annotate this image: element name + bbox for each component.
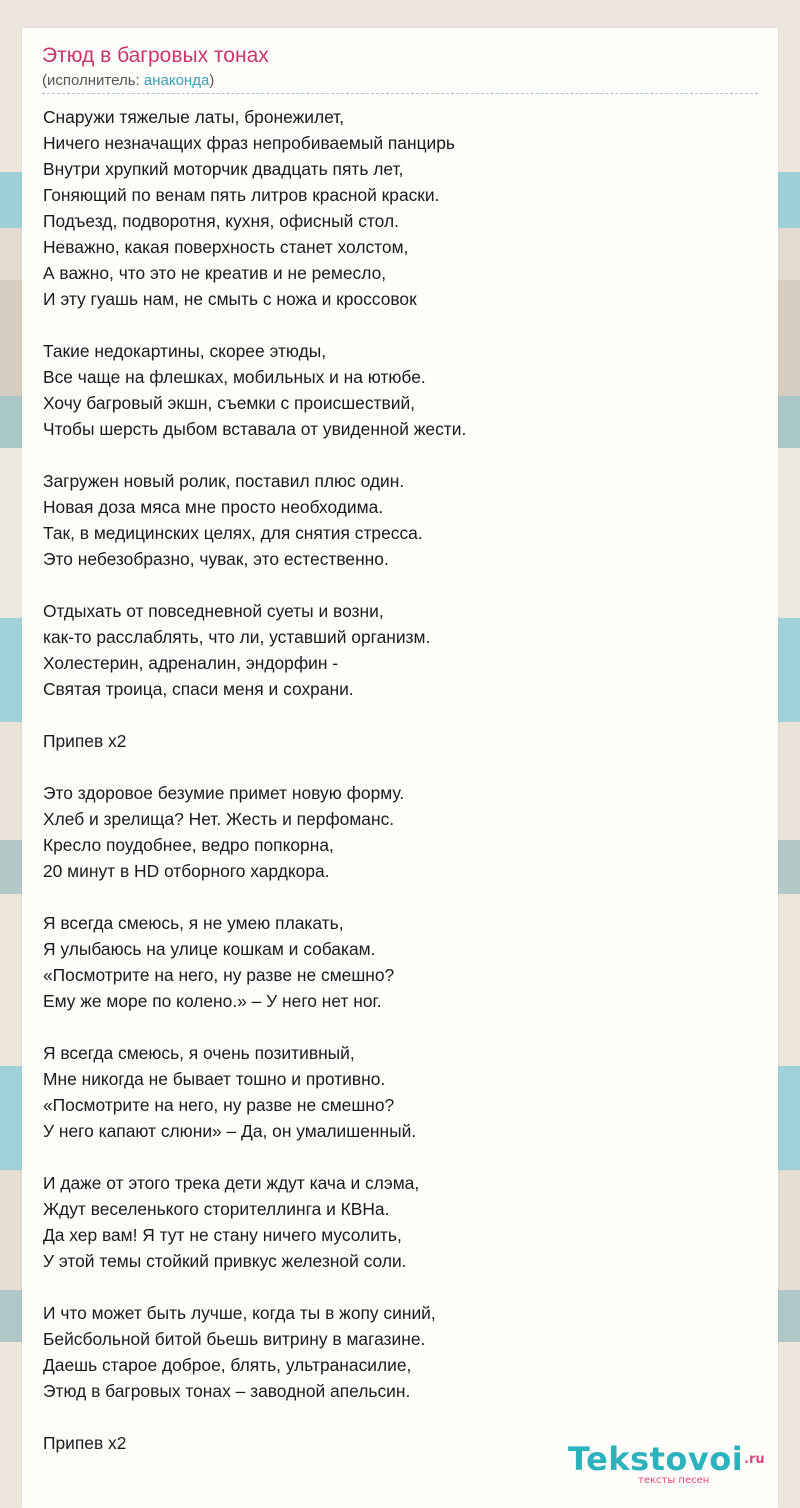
lyrics-line: И даже от этого трека дети ждут кача и слэма, [43,1173,420,1193]
lyrics-line: У этой темы стойкий привкус железной соли. [43,1251,407,1271]
lyrics-stanza [43,1170,763,1274]
lyrics-line: Припев x2 [43,1433,127,1453]
artist-line [42,72,214,89]
logo-name: Tekstovoi [568,1440,744,1478]
artist-prefix: (исполнитель: [42,72,144,89]
lyrics-stanza [43,910,763,1014]
lyrics-stanza [43,338,763,442]
lyrics-line: Кресло поудобнее, ведро попкорна, [43,835,334,855]
lyrics-line: Это здоровое безумие примет новую форму. [43,783,405,803]
lyrics-line: Хочу багровый экшн, съемки с происшествий, [43,393,416,413]
lyrics-line: Гоняющий по венам пять литров красной краски. [43,185,440,205]
lyrics-stanza [43,1040,763,1144]
lyrics-stanza [43,1300,763,1404]
lyrics-line: Мне никогда не бывает тошно и противно. [43,1069,386,1089]
lyrics-stanza [43,598,763,702]
lyrics-line: Хлеб и зрелища? Нет. Жесть и перфоманс. [43,809,395,829]
lyrics-line: Так, в медицинских целях, для снятия стресса. [43,523,423,543]
title-divider [42,93,758,94]
lyrics-line: Этюд в багровых тонах – заводной апельсин. [43,1381,411,1401]
lyrics-line: Новая доза мяса мне просто необходима. [43,497,384,517]
lyrics-line: Это небезобразно, чувак, это естественно. [43,549,389,569]
lyrics-stanza [43,104,763,312]
lyrics-line: Ему же море по колено.» – У него нет ног. [43,991,382,1011]
logo-domain: .ru [744,1452,765,1467]
lyrics-line: Загружен новый ролик, поставил плюс один. [43,471,405,491]
lyrics-line: Отдыхать от повседневной суеты и возни, [43,601,384,621]
lyrics-line: Неважно, какая поверхность станет холстом, [43,237,409,257]
lyrics-line: У него капают слюни» – Да, он умалишенный. [43,1121,417,1141]
lyrics-line: Все чаще на флешках, мобильных и на ютюбе. [43,367,426,387]
lyrics-line: Припев x2 [43,731,127,751]
lyrics-line: Я улыбаюсь на улице кошкам и собакам. [43,939,376,959]
lyrics-line: Снаружи тяжелые латы, бронежилет, [43,107,345,127]
lyrics-line: как-то расслаблять, что ли, уставший организм. [43,627,431,647]
lyrics-line: «Посмотрите на него, ну разве не смешно? [43,1095,395,1115]
lyrics-line: Холестерин, адреналин, эндорфин - [43,653,339,673]
lyrics-line: 20 минут в HD отборного хардкора. [43,861,330,881]
lyrics-line: Ничего незначащих фраз непробиваемый панцирь [43,133,455,153]
logo-tagline: тексты песен [638,1475,710,1486]
tekstovoi-logo[interactable] [568,1440,780,1490]
lyrics-line: И эту гуашь нам, не смыть с ножа и кроссовок [43,289,417,309]
lyrics-line: «Посмотрите на него, ну разве не смешно? [43,965,395,985]
lyrics-line: Бейсбольной битой бьешь витрину в магазине. [43,1329,426,1349]
lyrics-line: И что может быть лучше, когда ты в жопу синий, [43,1303,436,1323]
lyrics-text [43,104,763,1482]
lyrics-line: Такие недокартины, скорее этюды, [43,341,327,361]
lyrics-line: Да хер вам! Я тут не стану ничего мусолить, [43,1225,402,1245]
song-title: Этюд в багровых тонах [42,44,269,67]
lyrics-line: Ждут веселенького сторителлинга и КВНа. [43,1199,390,1219]
lyrics-line: Внутри хрупкий моторчик двадцать пять лет, [43,159,404,179]
lyrics-line: Чтобы шерсть дыбом вставала от увиденной жести. [43,419,467,439]
lyrics-stanza [43,468,763,572]
lyrics-stanza [43,780,763,884]
lyrics-line: Я всегда смеюсь, я очень позитивный, [43,1043,355,1063]
lyrics-line: Даешь старое доброе, блять, ультранасилие, [43,1355,412,1375]
lyrics-line: А важно, что это не креатив и не ремесло, [43,263,387,283]
lyrics-stanza [43,728,763,754]
lyrics-line: Святая троица, спаси меня и сохрани. [43,679,354,699]
artist-link[interactable]: анаконда [143,72,210,89]
lyrics-line: Я всегда смеюсь, я не умею плакать, [43,913,344,933]
artist-suffix: ) [209,72,215,89]
lyrics-line: Подъезд, подворотня, кухня, офисный стол. [43,211,399,231]
